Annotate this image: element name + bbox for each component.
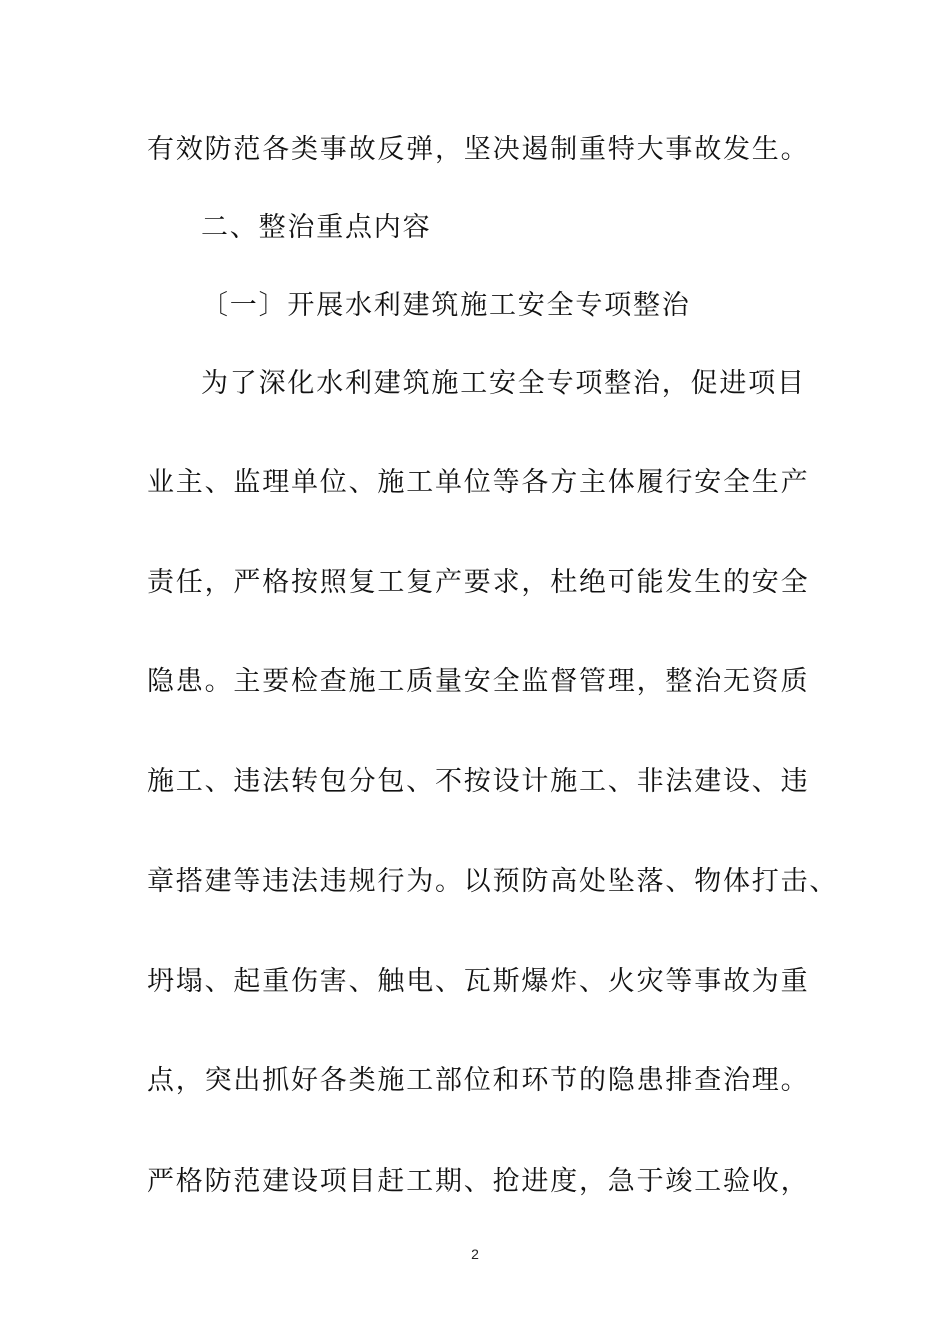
paragraph-line: 为了深化水利建筑施工安全专项整治，促进项目: [201, 368, 806, 399]
section-heading: 二、整治重点内容: [201, 212, 432, 243]
paragraph-line: 章搭建等违法违规行为。以预防高处坠落、物体打击、: [147, 866, 839, 897]
paragraph-line: 隐患。主要检查施工质量安全监督管理，整治无资质: [147, 666, 810, 697]
paragraph-line: 有效防范各类事故反弹，坚决遏制重特大事故发生。: [147, 134, 810, 165]
paragraph-line: 坍塌、起重伤害、触电、瓦斯爆炸、火灾等事故为重: [147, 966, 810, 997]
subsection-heading: 〔一〕开展水利建筑施工安全专项整治: [201, 290, 691, 321]
page-number: 2: [471, 1246, 479, 1262]
paragraph-line: 责任，严格按照复工复产要求，杜绝可能发生的安全: [147, 567, 810, 598]
paragraph-line: 严格防范建设项目赶工期、抢进度，急于竣工验收，: [147, 1166, 810, 1197]
paragraph-line: 点，突出抓好各类施工部位和环节的隐患排查治理。: [147, 1065, 810, 1096]
paragraph-line: 施工、违法转包分包、不按设计施工、非法建设、违: [147, 766, 810, 797]
paragraph-line: 业主、监理单位、施工单位等各方主体履行安全生产: [147, 467, 810, 498]
